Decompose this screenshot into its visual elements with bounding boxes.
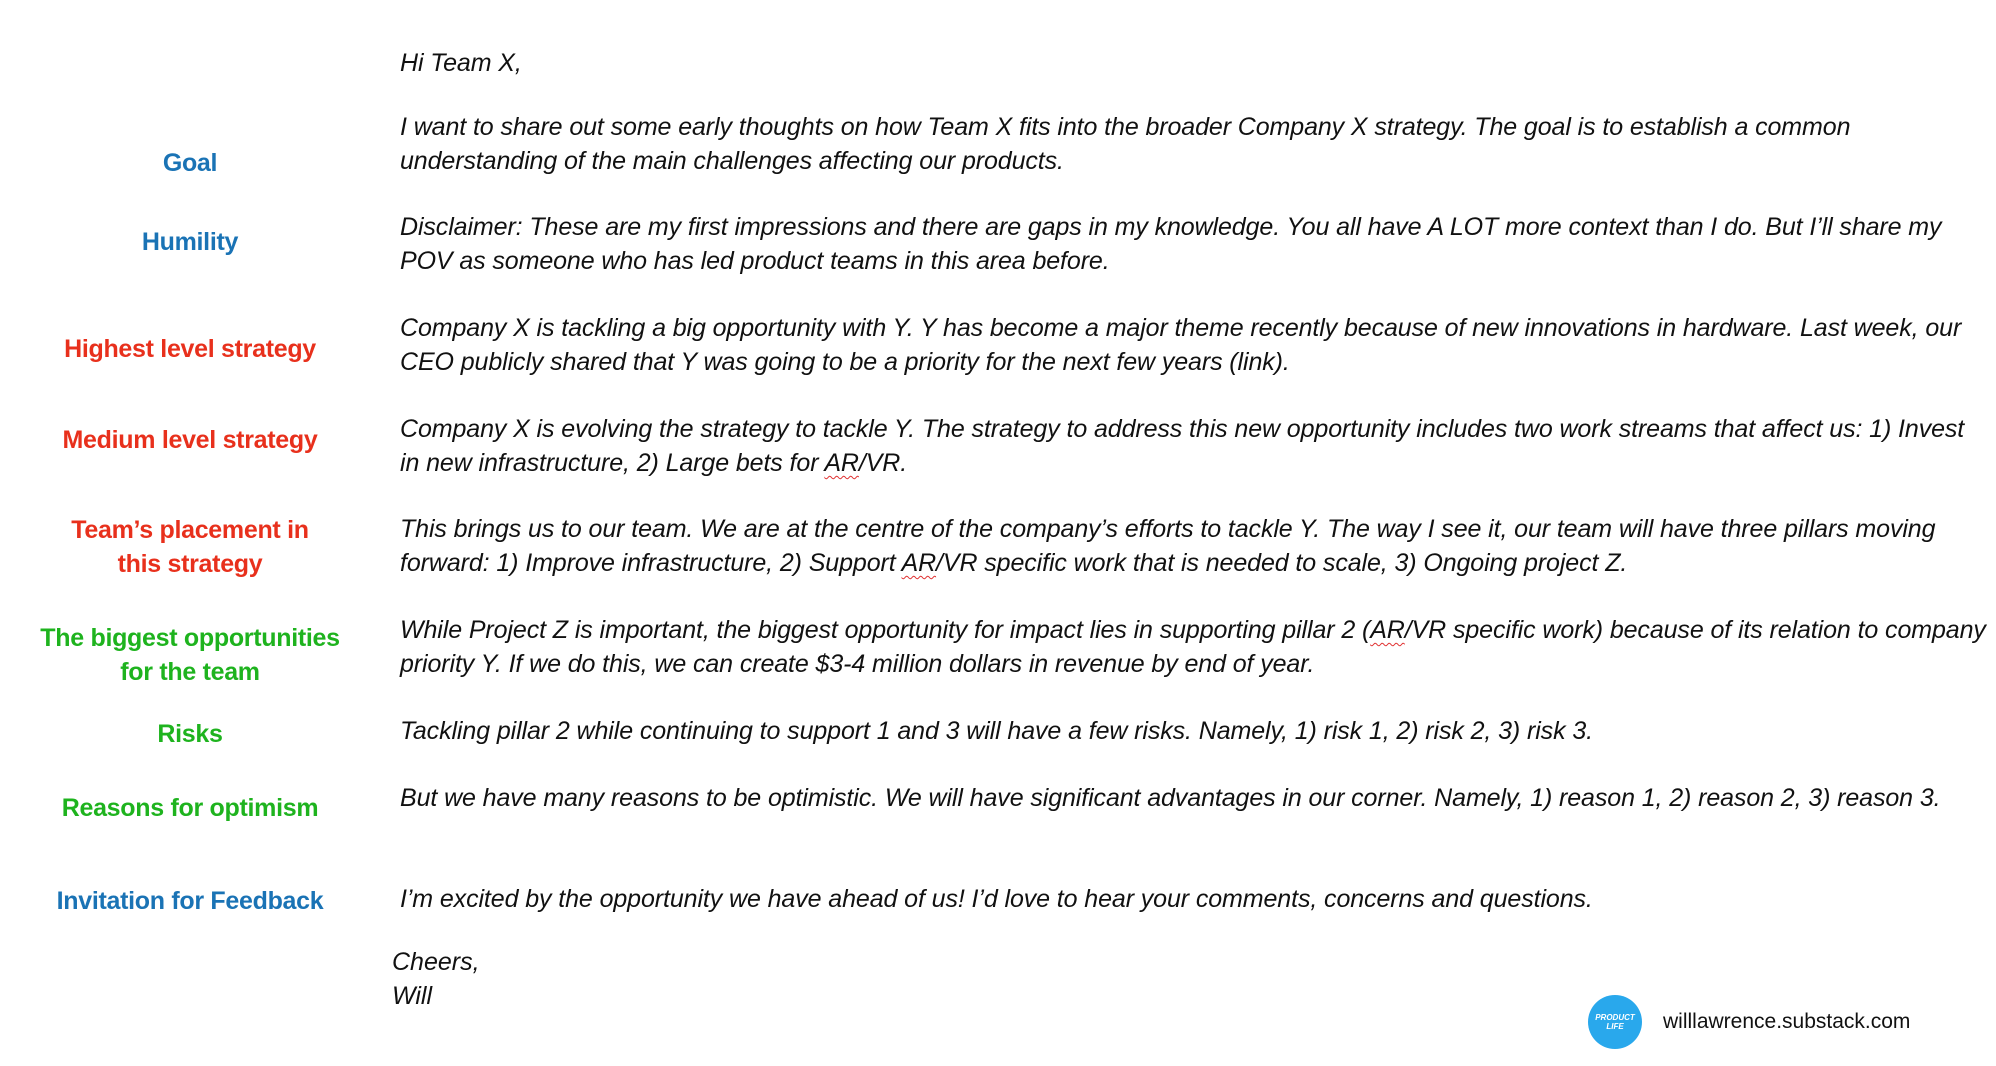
email-highest-strategy-paragraph: Company X is tackling a big opportunity with Y. Y has become a major theme recently because of new innovations in hardware. Last week, our CEO publicly shared that Y was going to be a priority for the next few years (link). [400,314,1962,376]
label-medium-level-strategy: Medium level strategy [62,426,318,454]
label-highest-level-strategy: Highest level strategy [64,335,316,363]
label-invitation-for-feedback: Invitation for Feedback [56,887,324,915]
label-reasons-for-optimism: Reasons for optimism [61,794,319,822]
spellcheck-ar-1: AR [824,449,859,477]
logo-line-2: LIFE [1606,1022,1624,1031]
label-team-placement-line1: Team’s placement in [71,516,309,544]
label-biggest-opportunities-line1: The biggest opportunities [40,624,340,652]
email-placement-text-2: /VR specific work that is needed to scale, 3) Ongoing project Z. [936,549,1628,577]
logo-line-1: PRODUCT [1595,1013,1635,1022]
email-medium-text-2: /VR. [858,449,908,477]
label-risks: Risks [157,720,223,748]
label-team-placement-line2: this strategy [117,550,263,578]
email-placement-paragraph [400,512,1990,580]
email-feedback-paragraph: I’m excited by the opportunity we have ahead of us! I’d love to hear your comments, concerns and questions. [400,885,1593,913]
spellcheck-ar-3: AR [1370,616,1405,644]
email-medium-text-1: Company X is evolving the strategy to tackle Y. The strategy to address this new opportunity includes two work streams that affect us: 1) Invest in new infrastructure, 2) Large bets for [400,415,1965,477]
email-opportunity-paragraph [400,613,1990,681]
email-signature-name: Will [392,982,433,1010]
label-goal: Goal [162,149,218,177]
label-biggest-opportunities [0,621,380,689]
email-signoff: Cheers, [392,948,480,976]
email-placement-text-1: This brings us to our team. We are at the centre of the company’s efforts to tackle Y. The way I see it, our team will have three pillars moving forward: 1) Improve infrastructure, 2) Support [400,515,1936,577]
email-opportunity-text-1: While Project Z is important, the biggest opportunity for impact lies in supporting pillar 2 ( [400,616,1371,644]
label-team-placement [0,513,380,581]
product-life-logo-icon [1588,995,1642,1049]
label-humility: Humility [141,228,239,256]
email-goal-paragraph: I want to share out some early thoughts on how Team X fits into the broader Company X strategy. The goal is to establish a common understanding of the main challenges affecting our products. [400,113,1851,175]
email-greeting: Hi Team X, [400,49,522,77]
email-risks-paragraph: Tackling pillar 2 while continuing to support 1 and 3 will have a few risks. Namely, 1) risk 1, 2) risk 2, 3) risk 3. [400,717,1593,745]
email-medium-strategy-paragraph [400,412,1990,480]
substack-url: willlawrence.substack.com [1663,1010,1911,1033]
email-humility-paragraph: Disclaimer: These are my first impressions and there are gaps in my knowledge. You all have A LOT more context than I do. But I’ll share my POV as someone who has led product teams in this area before. [400,213,1942,275]
label-biggest-opportunities-line2: for the team [120,658,260,686]
email-optimism-paragraph: But we have many reasons to be optimistic. We will have significant advantages in our corner. Namely, 1) reason 1, 2) reason 2, 3) reason 3. [400,784,1941,812]
spellcheck-ar-2: AR [901,549,937,577]
email-opportunity-text-2: /VR specific work) because of its relation to company priority Y. If we do this, we can create $3-4 million dollars in revenue by end of year. [400,616,1986,678]
